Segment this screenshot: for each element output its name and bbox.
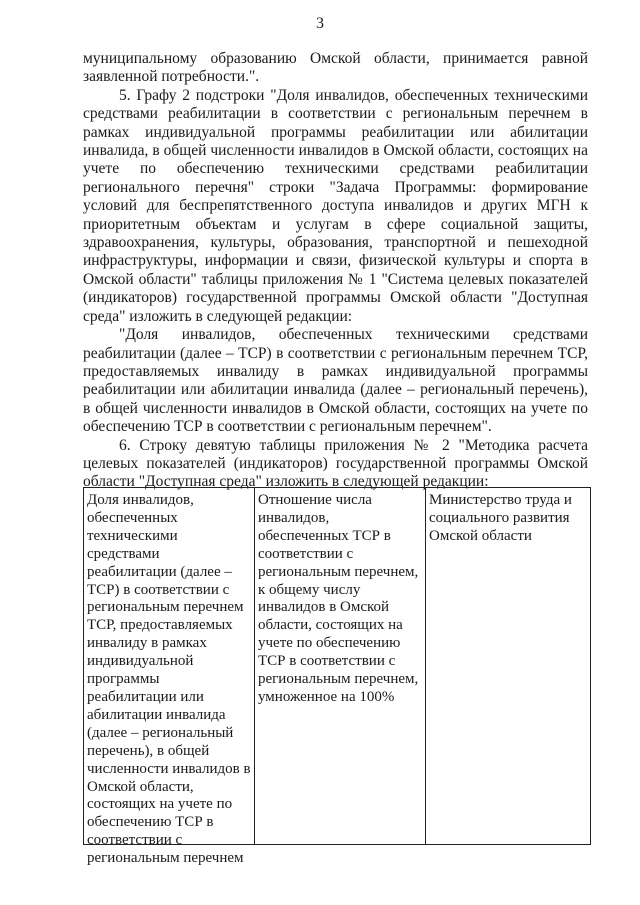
table-cell-method: Отношение числа инвалидов, обеспеченных ТСР в соответствии с региональным перечнем, к общему числу инвалидов в Омской области, состоящих на учете по обеспечению ТСР в соответствии с региональным перечнем, умноженное на 100% <box>255 488 426 844</box>
page-number: 3 <box>316 15 324 32</box>
document-body <box>83 50 588 492</box>
table-cell-responsible: Министерство труда и социального развития Омской области <box>429 492 572 544</box>
paragraph-item-5: 5. Графу 2 подстроки "Доля инвалидов, обеспеченных техническими средствами реабилитации в соответствии с региональным перечнем в рамках индивидуальной программы реабилитации или абилитации инвалида, в общей численности инвалидов в Омской области, состоящих на учете по обеспечению техническими средствами реабилитации регионального перечня" строки "Задача Программы: формирование условий для беспрепятственного доступа инвалидов и других МГН к приоритетным объектам и услугам в сфере социальной защиты, здравоохранения, культуры, образования, транспортной и пешеходной инфраструктуры, информации и связи, физической культуры и спорта в Омской области" таблицы приложения № 1 "Система целевых показателей (индикаторов) государственной программы Омской области "Доступная среда" изложить в следующей редакции: <box>83 86 588 325</box>
paragraph-continuation: муниципальному образованию Омской области, принимается равной заявленной потребности.". <box>83 50 588 86</box>
indicator-table <box>83 487 591 867</box>
paragraph-item-6: 6. Строку девятую таблицы приложения № 2 "Методика расчета целевых показателей (индикаторов) государственной программы Омской области "Доступная среда" изложить в следующей редакции: <box>83 436 588 491</box>
table-cell-indicator: Доля инвалидов, обеспеченных техническими средствами реабилитации (далее – ТСР) в соответствии с региональным перечнем ТСР, предоставляемых инвалиду в рамках индивидуальной программы реабилитации или абилитации инвалида (далее – региональный перечень), в общей численности инвалидов в Омской области, состоящих на учете по обеспечению ТСР в соответствии с региональным перечнем <box>84 488 255 844</box>
paragraph-quote: "Доля инвалидов, обеспеченных техническими средствами реабилитации (далее – ТСР) в соответствии с региональным перечнем ТСР, предоставляемых инвалиду в рамках индивидуальной программы реабилитации или абилитации инвалида (далее – региональный перечень), в общей численности инвалидов в Омской области, состоящих на учете по обеспечению ТСР в соответствии с региональным перечнем". <box>83 326 588 436</box>
